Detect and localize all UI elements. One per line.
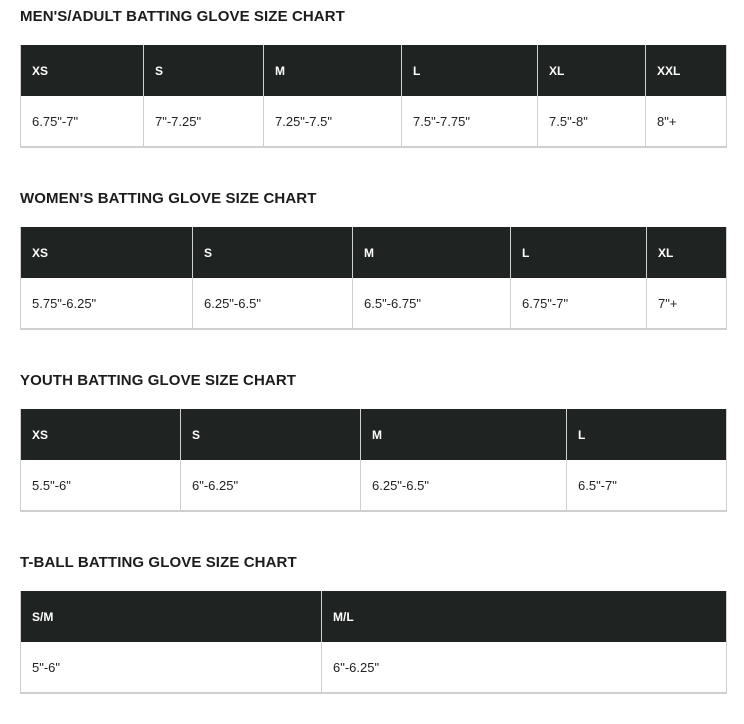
chart-title: YOUTH BATTING GLOVE SIZE CHART: [20, 372, 297, 389]
size-header: XL: [538, 45, 646, 96]
table-row: [21, 642, 727, 693]
size-header: XL: [647, 227, 727, 278]
size-header: XS: [21, 409, 181, 460]
size-header: M: [353, 227, 511, 278]
table-header-row: [21, 227, 727, 278]
size-value: 8"+: [646, 96, 727, 147]
size-value: 7.5"-7.75": [402, 96, 538, 147]
size-header: M/L: [322, 591, 727, 642]
size-header: M: [361, 409, 567, 460]
size-header: L: [511, 227, 647, 278]
chart-title: T-BALL BATTING GLOVE SIZE CHART: [20, 554, 297, 571]
size-value: 6.25"-6.5": [361, 460, 567, 511]
size-value: 5.5"-6": [21, 460, 181, 511]
size-table: [20, 227, 727, 330]
size-table: [20, 409, 727, 512]
size-value: 6"-6.25": [181, 460, 361, 511]
table-row: [21, 278, 727, 329]
size-header: S: [181, 409, 361, 460]
size-value: 6.75"-7": [21, 96, 144, 147]
size-header: L: [567, 409, 727, 460]
size-value: 5.75"-6.25": [21, 278, 193, 329]
size-value: 6.75"-7": [511, 278, 647, 329]
size-header: XS: [21, 45, 144, 96]
size-value: 5"-6": [21, 642, 322, 693]
size-header: XS: [21, 227, 193, 278]
size-value: 6.5"-7": [567, 460, 727, 511]
chart-title: MEN'S/ADULT BATTING GLOVE SIZE CHART: [20, 8, 345, 25]
table-row: [21, 460, 727, 511]
table-header-row: [21, 409, 727, 460]
size-table: [20, 591, 727, 694]
size-value: 7.25"-7.5": [264, 96, 402, 147]
size-header: M: [264, 45, 402, 96]
table-header-row: [21, 45, 727, 96]
size-value: 7.5"-8": [538, 96, 646, 147]
size-value: 6"-6.25": [322, 642, 727, 693]
size-header: S: [144, 45, 264, 96]
size-header: S/M: [21, 591, 322, 642]
table-header-row: [21, 591, 727, 642]
size-header: L: [402, 45, 538, 96]
size-header: S: [193, 227, 353, 278]
table-row: [21, 96, 727, 147]
size-value: 6.5"-6.75": [353, 278, 511, 329]
size-value: 7"+: [647, 278, 727, 329]
chart-title: WOMEN'S BATTING GLOVE SIZE CHART: [20, 190, 317, 207]
size-header: XXL: [646, 45, 727, 96]
size-value: 7"-7.25": [144, 96, 264, 147]
size-value: 6.25"-6.5": [193, 278, 353, 329]
size-table: [20, 45, 727, 148]
